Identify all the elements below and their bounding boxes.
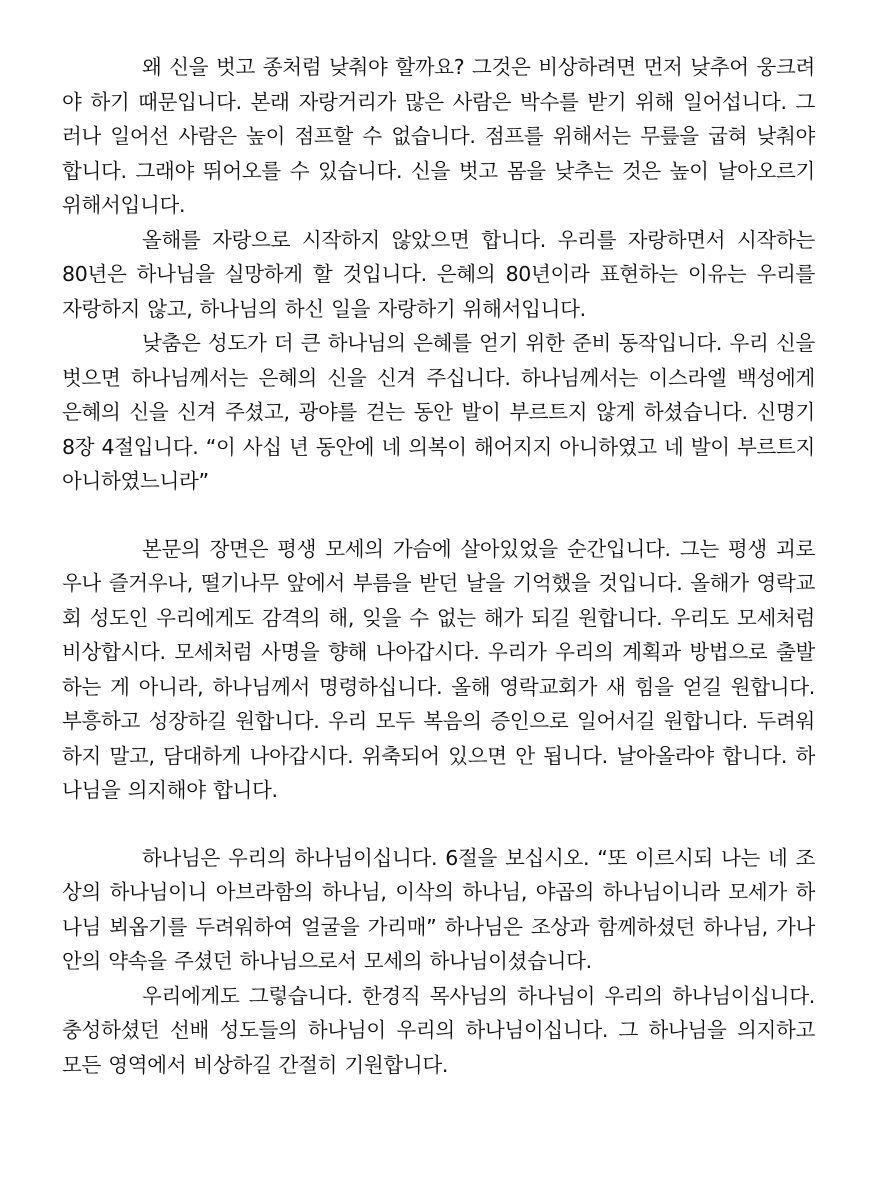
paragraph: 우리에게도 그렇습니다. 한경직 목사님의 하나님이 우리의 하나님이십니다. 충성하셨던 선배 성도들의 하나님이 우리의 하나님이십니다. 그 하나님을 의지하고 모든 영역에서 비상하길 간절히 기원합니다.	[62, 983, 815, 1077]
section-1	[62, 50, 815, 499]
section-2	[62, 532, 815, 808]
paragraph: 올해를 자랑으로 시작하지 않았으면 합니다. 우리를 자랑하면서 시작하는 80년은 하나님을 실망하게 할 것입니다. 은혜의 80년이라 표현하는 이유는 우리를 자랑하지 않고, 하나님의 하신 일을 자랑하기 위해서입니다.	[62, 227, 815, 321]
paragraph: 본문의 장면은 평생 모세의 가슴에 살아있었을 순간입니다. 그는 평생 괴로우나 즐거우나, 떨기나무 앞에서 부름을 받던 날을 기억했을 것입니다. 올해가 영락교회 성도인 우리에게도 감격의 해, 잊을 수 없는 해가 되길 원합니다. 우리도 모세처럼 비상합시다. 모세처럼 사명을 향해 나아갑시다. 우리가 우리의 계획과 방법으로 출발하는 게 아니라, 하나님께서 명령하십니다. 올해 영락교회가 새 힘을 얻길 원합니다. 부흥하고 성장하길 원합니다. 우리 모두 복음의 증인으로 일어서길 원합니다. 두려워하지 말고, 담대하게 나아갑시다. 위축되어 있으면 안 됩니다. 날아올라야 합니다. 하나님을 의지해야 합니다.	[62, 536, 815, 802]
paragraph: 하나님은 우리의 하나님이십니다. 6절을 보십시오. “또 이르시되 나는 네 조상의 하나님이니 아브라함의 하나님, 이삭의 하나님, 야곱의 하나님이니라 모세가 하나님 뵈옵기를 두려워하여 얼굴을 가리매” 하나님은 조상과 함께하셨던 하나님, 가나안의 약속을 주셨던 하나님으로서 모세의 하나님이셨습니다.	[62, 845, 815, 973]
paragraph: 낮춤은 성도가 더 큰 하나님의 은혜를 얻기 위한 준비 동작입니다. 우리 신을 벗으면 하나님께서는 은혜의 신을 신겨 주십니다. 하나님께서는 이스라엘 백성에게 은혜의 신을 신겨 주셨고, 광야를 걷는 동안 발이 부르트지 않게 하셨습니다. 신명기 8장 4절입니다. “이 사십 년 동안에 네 의복이 해어지지 아니하였고 네 발이 부르트지 아니하였느니라”	[62, 331, 815, 493]
paragraph: 왜 신을 벗고 종처럼 낮춰야 할까요? 그것은 비상하려면 먼저 낮추어 웅크려야 하기 때문입니다. 본래 자랑거리가 많은 사람은 박수를 받기 위해 일어섭니다. 그러나 일어선 사람은 높이 점프할 수 없습니다. 점프를 위해서는 무릎을 굽혀 낮춰야 합니다. 그래야 뛰어오를 수 있습니다. 신을 벗고 몸을 낮추는 것은 높이 날아오르기 위해서입니다.	[62, 55, 815, 217]
section-3	[62, 841, 815, 1083]
